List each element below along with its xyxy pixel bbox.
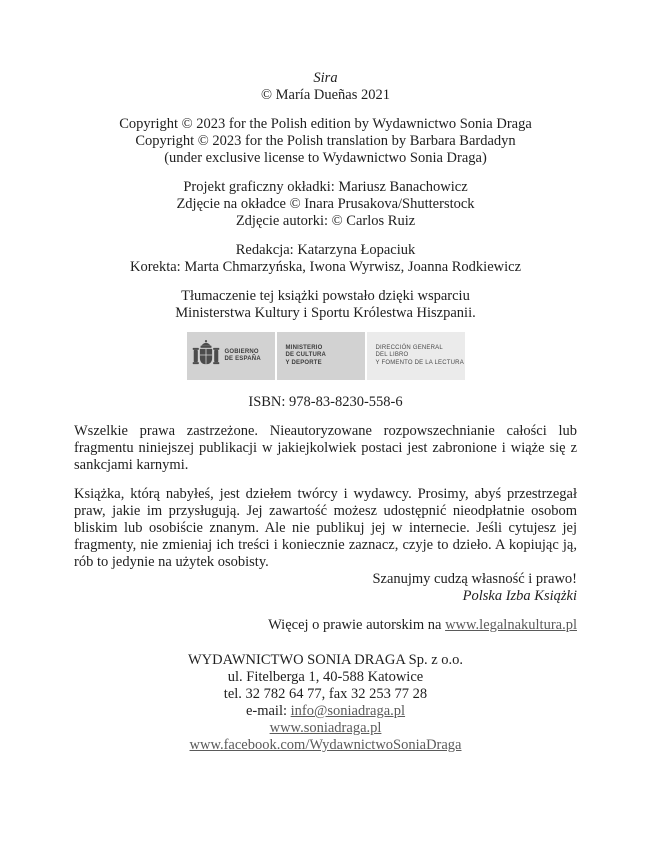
respect-source: Polska Izba Książki xyxy=(462,588,577,604)
publisher-name: WYDAWNICTWO SONIA DRAGA Sp. z o.o. xyxy=(187,652,464,668)
gobierno-de-espana-block xyxy=(187,332,275,380)
publisher-facebook-link[interactable]: www.facebook.com/WydawnictwoSoniaDraga xyxy=(189,737,462,753)
publisher-address: ul. Fitelberga 1, 40-588 Katowice xyxy=(227,669,424,685)
support-block xyxy=(74,288,577,322)
editorial-block xyxy=(74,242,577,276)
publisher-phone: tel. 32 782 64 77, fax 32 253 77 28 xyxy=(223,686,428,702)
legalnakultura-link[interactable]: www.legalnakultura.pl xyxy=(445,617,577,633)
isbn-line: ISBN: 978-83-8230-558-6 xyxy=(248,394,403,410)
copyright-block xyxy=(74,116,577,167)
direccion-label: DIRECCIÓN GENERAL DEL LIBRO Y FOMENTO DE LA LECTURA xyxy=(375,344,464,366)
publisher-website-link[interactable]: www.soniadraga.pl xyxy=(269,720,382,736)
gobierno-label: GOBIERNO DE ESPAÑA xyxy=(224,348,261,362)
publisher-email-link[interactable]: info@soniadraga.pl xyxy=(290,703,406,719)
credit-cover-design: Projekt graficzny okładki: Mariusz Banachowicz xyxy=(183,179,468,195)
author-copyright: © María Dueñas 2021 xyxy=(261,87,390,103)
editorial-korekta: Korekta: Marta Chmarzyńska, Iwona Wyrwisz, Joanna Rodkiewicz xyxy=(129,259,522,275)
credits-block xyxy=(74,179,577,230)
copyright-info-prefix: Więcej o prawie autorskim na xyxy=(268,617,446,633)
credit-author-photo: Zdjęcie autorki: © Carlos Ruiz xyxy=(235,213,416,229)
copyright-line-license: (under exclusive license to Wydawnictwo Sonia Draga) xyxy=(164,150,487,166)
book-title: Sira xyxy=(313,70,338,86)
copyright-info-line xyxy=(74,617,577,634)
legal-paragraph-rights: Wszelkie prawa zastrzeżone. Nieautoryzowane rozpowszechnianie całości lub fragmentu niniejszej publikacji w jakiejkolwiek postaci jest zabronione i wiąże się z sankcjami karnymi. xyxy=(74,423,577,473)
publisher-block xyxy=(74,652,577,754)
support-line-2: Ministerstwa Kultury i Sportu Królestwa Hiszpanii. xyxy=(175,305,476,321)
credit-cover-photo: Zdjęcie na okładce © Inara Prusakova/Shutterstock xyxy=(176,196,475,212)
ministerio-label: MINISTERIO DE CULTURA Y DEPORTE xyxy=(285,344,327,366)
editorial-redakcja: Redakcja: Katarzyna Łopaciuk xyxy=(235,242,416,258)
direccion-general-block xyxy=(367,332,465,380)
publisher-website-line xyxy=(74,720,577,737)
ministerio-cultura-block xyxy=(277,332,365,380)
ministry-logo xyxy=(74,332,577,380)
email-prefix: e-mail: xyxy=(245,703,291,719)
title-block xyxy=(74,70,577,104)
copyright-line-translation: Copyright © 2023 for the Polish translation by Barbara Bardadyn xyxy=(135,133,516,149)
copyright-line-edition: Copyright © 2023 for the Polish edition by Wydawnictwo Sonia Draga xyxy=(119,116,532,132)
support-line-1: Tłumaczenie tej książki powstało dzięki wsparciu xyxy=(181,288,470,304)
respect-slogan: Szanujmy cudzą własność i prawo! xyxy=(372,571,577,587)
publisher-facebook-line xyxy=(74,737,577,754)
publisher-email-line xyxy=(74,703,577,720)
legal-paragraph-usage: Książka, którą nabyłeś, jest dziełem twórcy i wydawcy. Prosimy, abyś przestrzegał praw, jakie im przysługują. Jej zawartość możesz udostępnić nieodpłatnie osobom bliskim lub osobiście znanym. Ale nie publikuj jej w internecie. Jeśli cytujesz jej fragmenty, nie zmieniaj ich treści i koniecznie zaznacz, czyje to dzieło. A kopiując ją, rób to jedynie na użytek osobisty. xyxy=(74,486,577,570)
spain-coat-of-arms-icon xyxy=(191,338,221,374)
